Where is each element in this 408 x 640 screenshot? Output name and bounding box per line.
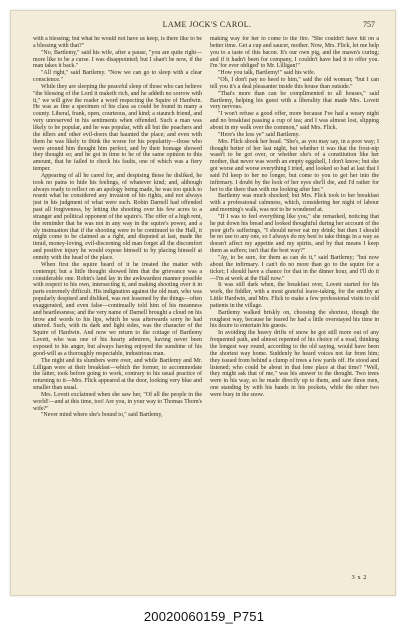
- paragraph: "If I was to feel everything like you," she remarked, noticing that he put down his bread and looked thoughtful during her account of the poor girl's sufferings, "I should never eat my drink; but then I should be no use to any one, so I always do my best to take things in a way as doesn't affect my appetite and my spirits, and by that means I keep them as suffers; isn't that the best way?": [210, 213, 379, 255]
- paragraph: The night and its slumbers were over, and while Bartlemy and Mr. Lilligan were at their breakfast—which the former, to accommodate the latter, took before going to work, contrary to his usual practice of returning to it—Mrs. Flick appeared at the door, looking very blue and smaller than usual.: [33, 357, 202, 392]
- running-header: [37, 20, 377, 31]
- paragraph: "That's more than can be complimented to all houses," said Bartlemy, helping his guest with a liberality that made Mrs. Lovett very nervous.: [210, 90, 379, 111]
- text-columns: [33, 36, 379, 572]
- paragraph: with a blessing; but what he would not have us keep, is there like to be a blessing with that?": [33, 36, 202, 49]
- running-title: LAME JOCK'S CAROL.: [162, 20, 252, 29]
- paragraph: "Ay, to be sure, for them as can do it," said Bartlemy; "but now about the infirmary. I can't do no more than go to the squire for a ticket; I should have a chance for that in the dinner hour, and I'll do it—I'm at work at the Hall now.": [210, 255, 379, 282]
- paragraph: Bartlemy was much shocked; but Mrs. Flick took to her breakfast with a professional calmness, which, considering her night of labour and morning's walk, was not to be wondered at.: [210, 193, 379, 214]
- paragraph: "How you talk, Bartlemy!" said his wife.: [218, 70, 316, 77]
- paragraph: "No, Bartlemy," said his wife, after a pause, "you are quite right—more like to be a curse. I was disappointed; but I shan't be now, if the man takes it back.": [33, 49, 202, 70]
- paragraph: Mrs. Flick shook her head. "She's, as you may say, in a poor way; I thought better of her last night, but whether it was that the frost-nip wasn't to be got over, or whether she's of a constitution like her mother, that never was worth an empty eggshell, I don't know; but she got worse and worse everything I tried, and looked so bad at last that I said I'd keep to her no longer, but come to you to get her into the infirmary. I doubt by the look of her eyes she'll die, and I'd rather for her to die there than with me looking after her.": [210, 138, 379, 193]
- paragraph: Bartlemy walked briskly on, choosing the shortest, though the roughest way, because he feared he had a little overstayed his time in his desire to entertain his guests.: [210, 309, 379, 330]
- paragraph: "Never mind where she's bound to," said Bartlemy,: [41, 412, 163, 419]
- paragraph: When first the squire heard of it he treated the matter with contempt; but a little thought showed him that the grievance was a considerable one. Robin's land lay in the awkwardest manner possible with respect to his own, intersecting it, and making shooting over it in parts extremely difficult. His indignation against the old man, who was popularly despised and disliked, was not lessened by the things—often exaggerated, and even false—continually told him of his meanness and heartlessness; and the very name of Darnell brought a cloud on his brow and words to his lips, which he was afterwards sorry he had uttered. Such, with its dark and light sides, was the character of the Squire of Hardwin. And now we return to the cottage of Bartlemy Lovett, who was one of his hearty admirers, having never been exposed to his anger, but always having enjoyed the sunshine of his good-will as a thoroughly respectable, industrious man.: [33, 261, 202, 357]
- signature-mark: 3 x 2: [351, 574, 367, 581]
- paragraph: "I won't refuse a good offer, more because I've had a weary night and no breakfast passing a cup of tea; and I was almost lost, slipping about in my walk over the common," said Mrs. Flick.: [210, 111, 379, 131]
- image-caption: 20020060159_P751: [143, 609, 265, 624]
- paragraph: Mrs. Lovett exclaimed when she saw her, "Of all the people in the world!—and at this time, too! Are you, in your way to Thomas Thorn's wife?": [33, 391, 202, 412]
- paragraph: Appearing of all he cared for, and despising those he disliked, he took no pains to hide his feelings, of whatever kind; and, although always ready to reflect on an apology being made, he was too quick to resent what he considered any invasion of his rights, and not always just in his judgment of what were such. Robin Darnell had offended past all forgiveness, by letting the shooting over his few acres to a stranger and political opponent of the squire's. The offer of a high rent, the reminder that he was not in any way in the squire's power, and a sly insinuation that if the shooting were to be continued to the Hall, it might come to be claimed as a right, and disputed at last, made the timid, money-loving, evil-discerning old man forget all the discomfort and positive injury he would expose himself to by placing himself at enmity with the head of the place.: [33, 172, 202, 261]
- right-column: [210, 36, 379, 572]
- left-column: [33, 36, 202, 572]
- paragraph: making way for her to come to the fire. "She couldn't have hit on a better time. Get a cup and saucer, mother. Now, Mrs. Flick, let me help you to a taste of this bacon. It's our own pig, and the mawn's curing; and if it hadn't been for company, I couldn't have had it to offer you. I'm 'for ever obliged' to Mr. Lilligan!": [210, 36, 379, 70]
- page-number: 757: [363, 20, 375, 29]
- paragraph: "All right," said Bartlemy. "Now we can go to sleep with a clear conscience.": [33, 70, 202, 84]
- paragraph: It was still dark when, the breakfast over, Lovett started for his work, the fiddler, with a most grateful leave-taking, for the smithy at Little Hardwin, and Mrs. Flick to make a few professional visits to old patients in the village.: [210, 282, 379, 309]
- book-page: [10, 10, 396, 596]
- paragraph: In avoiding the heavy drifts of snow he got still more out of any frequented path, and almost repented of his choice of a road, thinking the longest way round, according to the old saying, would have been the shortest way home. Suddenly he heard voices not far from him; they issued from behind a clump of trees a few yards off. He stood and listened; who could be about in that lone place at that time? "Well, they might ask that of me," was his answer to the thought. Two trees were in his way, so he made directly up to them, and saw three men, one standing by with his hands in his pockets, while the other two were busy in the snow.: [210, 330, 379, 398]
- paragraph: "Oh, I don't pay no heed to him," said the old woman; "but I can tell you it's a deal pleasanter inside this house than outside.": [210, 77, 379, 90]
- paragraph: While they are sleeping the peaceful sleep of those who can believe "the blessing of the Lord it maketh rich, and he addeth no sorrow with it," we will give the reader a word respecting the Squire of Hardwin. He was as fine a specimen of his class as could be found in many a county. Liberal, frank, open, courteous, and kind; a staunch friend, and very unreserved in his sentiments when offended. Such a man was likely to be popular, and he was popular, with all but the poachers and the idlers and other evil-doers that haunted the place; and even with them he was likely to think the worse for his popularity—those who were around him thought him perfect, and by their homage showed they thought so; and he got in time to be of the same opinion to this amount, that he failed to check his faults, one of which was a fiery temper.: [33, 83, 202, 173]
- paragraph: "Here's the less ye" said Bartlemy.: [218, 131, 300, 138]
